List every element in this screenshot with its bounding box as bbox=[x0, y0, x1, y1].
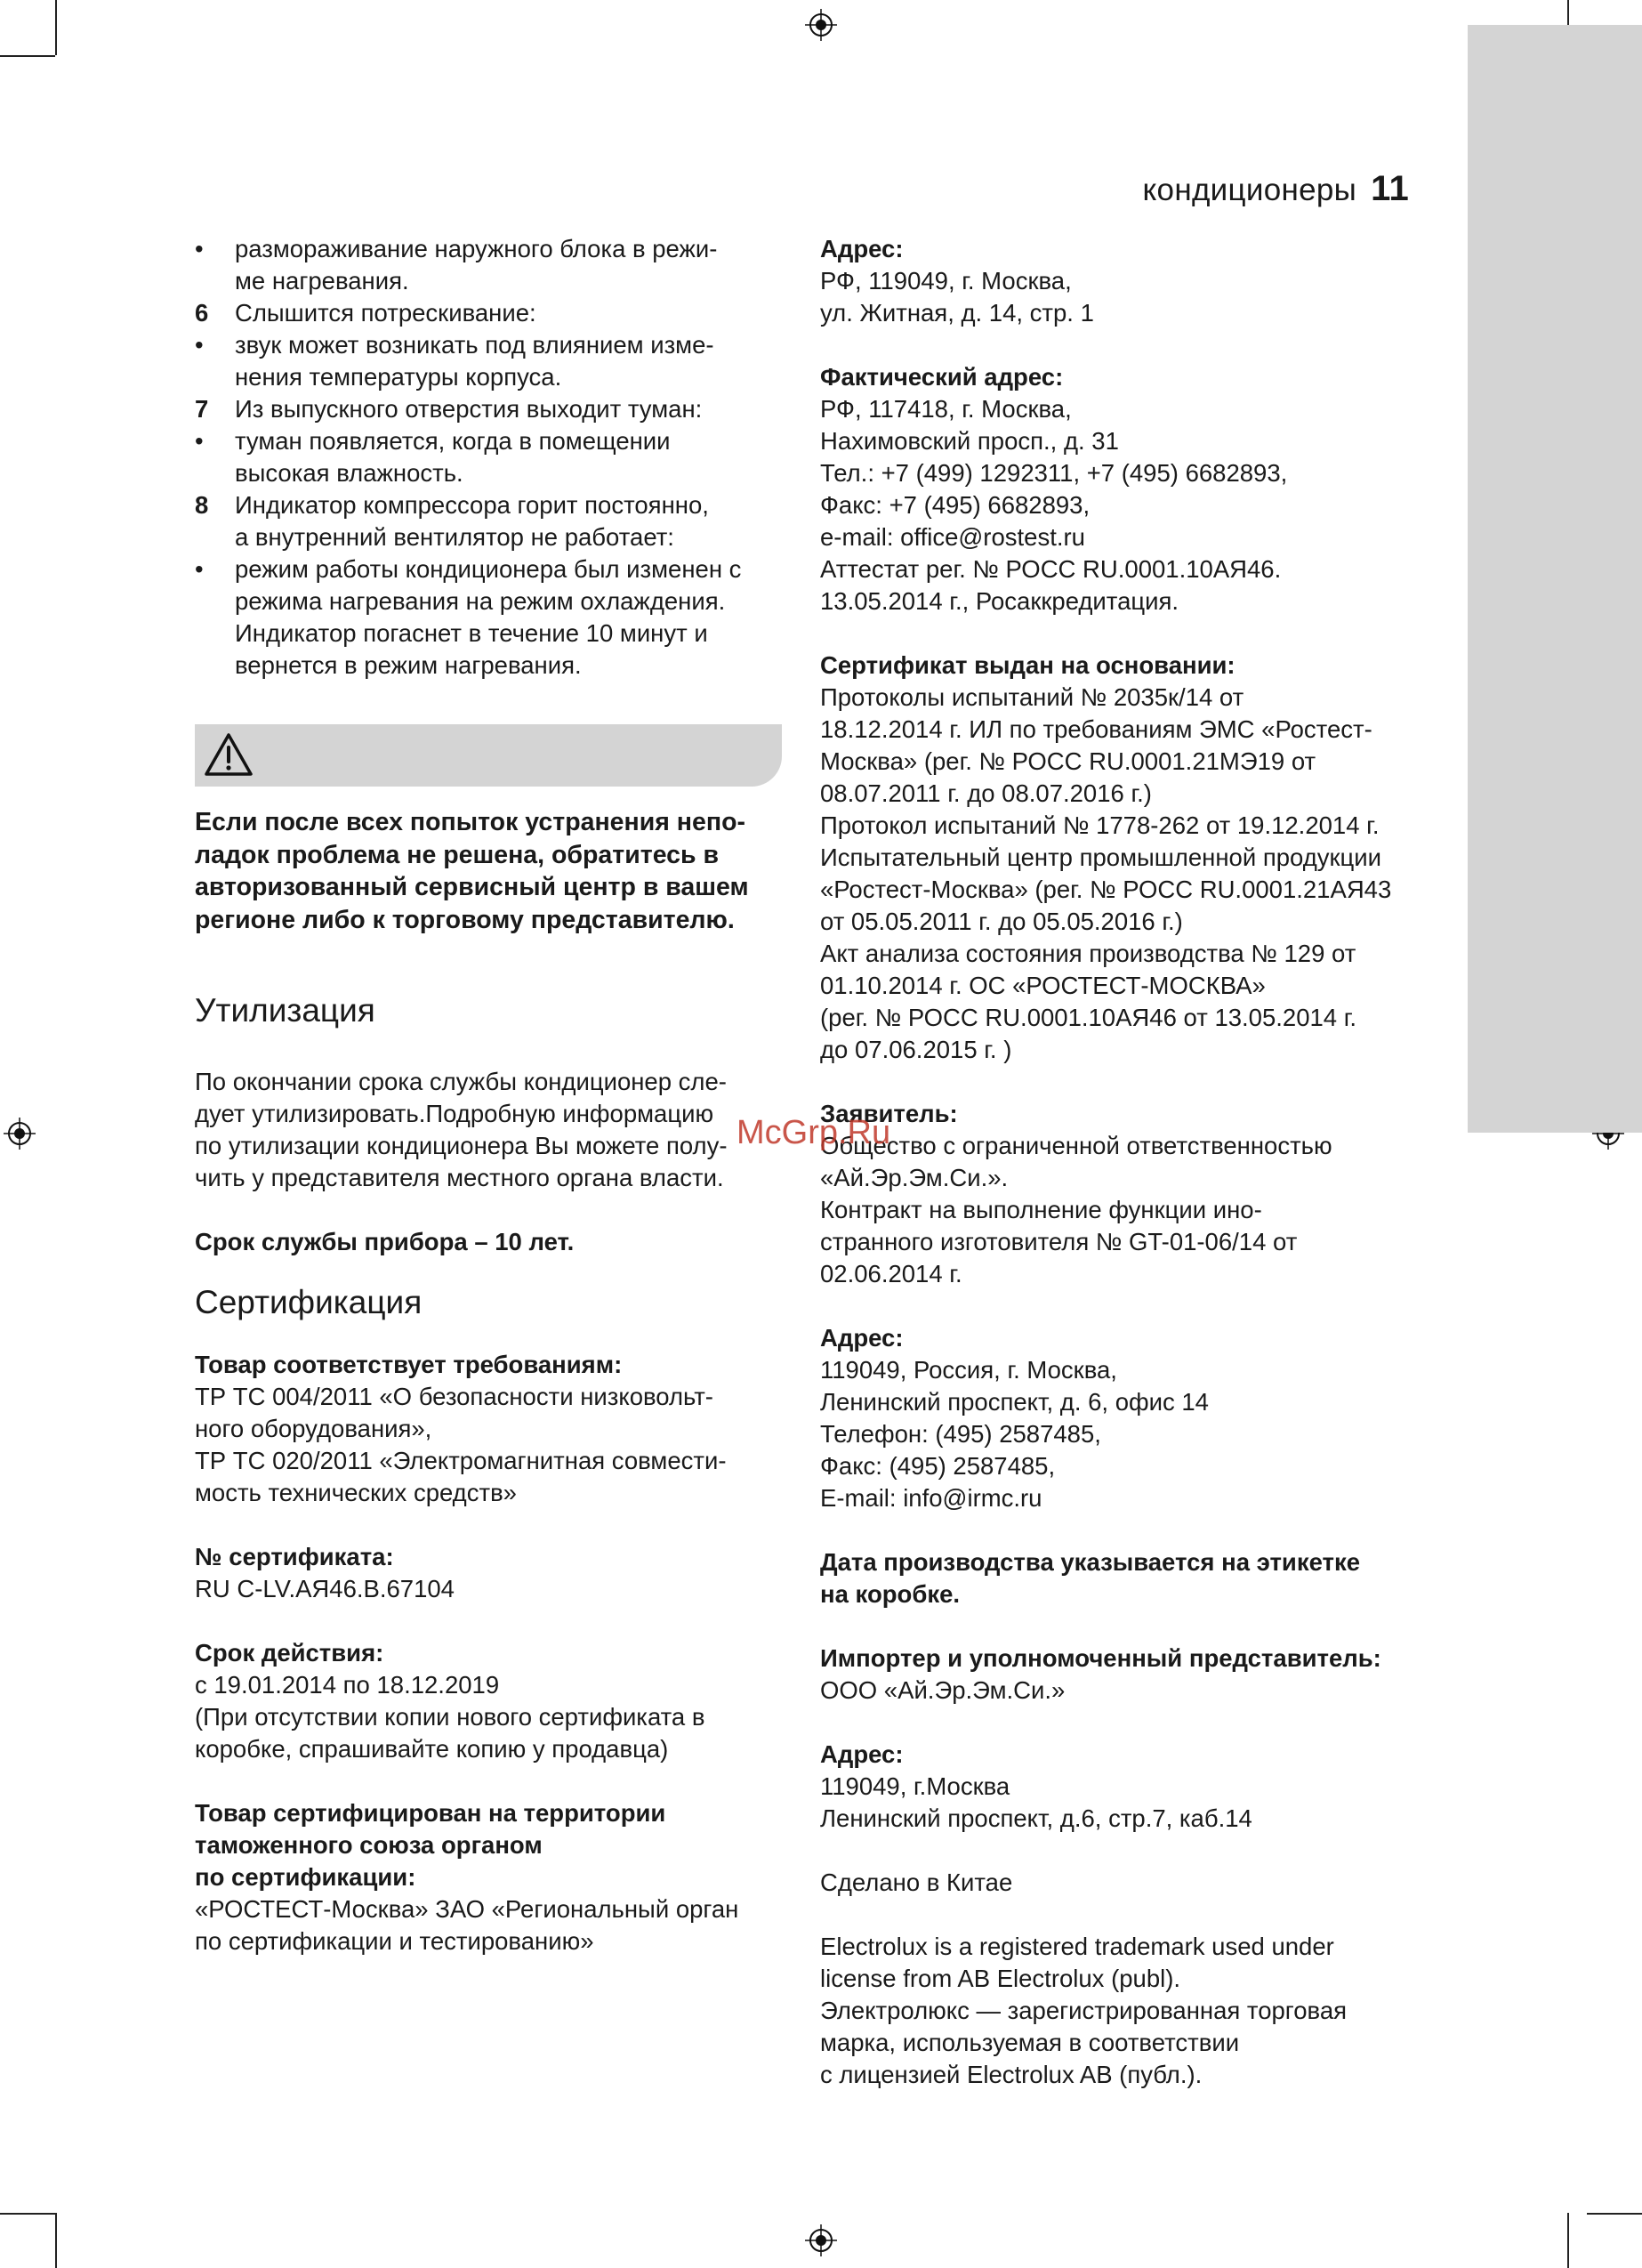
registration-mark-icon bbox=[4, 1118, 36, 1150]
registration-mark-icon bbox=[805, 2224, 837, 2256]
text-line: Electrolux is a registered trademark used under bbox=[820, 1933, 1334, 1960]
crop-mark bbox=[55, 0, 57, 55]
text-line: license from AB Electrolux (publ). bbox=[820, 1965, 1181, 1992]
bullet-item bbox=[195, 425, 782, 489]
actual-address-label: Фактический адрес: bbox=[820, 363, 1064, 391]
warning-triangle-icon bbox=[204, 731, 254, 778]
address-block bbox=[820, 1322, 1425, 1514]
text-line: 13.05.2014 г., Росаккредитация. bbox=[820, 587, 1179, 615]
crop-mark bbox=[0, 55, 55, 57]
text-line: РФ, 117418, г. Москва, bbox=[820, 395, 1072, 423]
validity-label: Срок действия: bbox=[195, 1639, 384, 1667]
body-label: по сертификации: bbox=[195, 1863, 416, 1891]
page-number: 11 bbox=[1371, 169, 1409, 208]
text-line: ул. Житная, д. 14, стр. 1 bbox=[820, 299, 1094, 327]
text-line: Контракт на выполнение функции ино- bbox=[820, 1196, 1262, 1223]
cert-number-label: № сертификата: bbox=[195, 1543, 394, 1570]
item-text-line: нения температуры корпуса. bbox=[235, 363, 562, 391]
text-line: (рег. № РОСС RU.0001.10АЯ46 от 13.05.2014 г. bbox=[820, 1004, 1357, 1031]
item-text-line: размораживание наружного блока в режи- bbox=[235, 235, 718, 262]
text-line: Москва» (рег. № РОСС RU.0001.21МЭ19 от bbox=[820, 747, 1316, 775]
text-line: Факс: (495) 2587485, bbox=[820, 1452, 1056, 1480]
service-life: Срок службы прибора – 10 лет. bbox=[195, 1228, 575, 1255]
text-line: «Ростест-Москва» (рег. № РОСС RU.0001.21АЯ43 bbox=[820, 876, 1392, 903]
item-text-line: ме нагревания. bbox=[235, 267, 409, 295]
page-header bbox=[1143, 169, 1409, 209]
requirements-label: Товар соответствует требованиям: bbox=[195, 1351, 623, 1378]
section-title-certification: Сертификация bbox=[195, 1284, 423, 1320]
item-text-line: высокая влажность. bbox=[235, 459, 463, 487]
production-date-line: Дата производства указывается на этикетке bbox=[820, 1548, 1361, 1576]
numbered-item bbox=[195, 297, 782, 329]
address-block bbox=[820, 233, 1425, 329]
item-number: 7 bbox=[195, 395, 209, 423]
address-label: Адрес: bbox=[820, 1324, 904, 1352]
certificate-number-block bbox=[195, 1541, 782, 1605]
header-title: кондиционеры bbox=[1142, 173, 1357, 207]
made-in: Сделано в Китае bbox=[820, 1868, 1013, 1896]
text-line: 08.07.2011 г. до 08.07.2016 г.) bbox=[820, 779, 1152, 807]
warning-line: ладок проблема не решена, обратитесь в bbox=[195, 840, 719, 869]
text-line: 01.10.2014 г. ОС «РОСТЕСТ-МОСКВА» bbox=[820, 972, 1266, 999]
trademark-block bbox=[820, 1931, 1425, 2091]
item-number: 6 bbox=[195, 299, 209, 327]
text-line: Ленинский проспект, д. 6, офис 14 bbox=[820, 1388, 1209, 1416]
text-line: странного изготовителя № GT-01-06/14 от bbox=[820, 1228, 1298, 1255]
item-text-line: туман появляется, когда в помещении bbox=[235, 427, 671, 455]
validity-block bbox=[195, 1637, 782, 1765]
bullet-marker: • bbox=[195, 555, 204, 583]
item-text-line: Из выпускного отверстия выходит туман: bbox=[235, 395, 703, 423]
warning-line: Если после всех попыток устранения непо- bbox=[195, 808, 745, 836]
address-block bbox=[820, 1739, 1425, 1835]
text-line: Нахимовский просп., д. 31 bbox=[820, 427, 1119, 455]
crop-mark bbox=[0, 2213, 55, 2215]
basis-block bbox=[820, 650, 1425, 1066]
text-line: по сертификации и тестированию» bbox=[195, 1927, 594, 1955]
item-text-line: Слышится потрескивание: bbox=[235, 299, 536, 327]
item-text-line: Индикатор погаснет в течение 10 минут и bbox=[235, 619, 708, 647]
text-line: коробке, спрашивайте копию у продавца) bbox=[195, 1735, 669, 1763]
left-column bbox=[195, 233, 782, 1957]
text-line: e-mail: office@rostest.ru bbox=[820, 523, 1085, 551]
certification-body-block bbox=[195, 1797, 782, 1957]
text-line: до 07.06.2015 г. ) bbox=[820, 1036, 1012, 1063]
bullet-marker: • bbox=[195, 235, 204, 262]
text-line: от 05.05.2011 г. до 05.05.2016 г.) bbox=[820, 908, 1183, 935]
text-line: Протокол испытаний № 1778-262 от 19.12.2014 г. bbox=[820, 811, 1380, 839]
production-date-line: на коробке. bbox=[820, 1580, 961, 1608]
text-line: (При отсутствии копии нового сертификата в bbox=[195, 1703, 705, 1731]
text-line: марка, используемая в соответствии bbox=[820, 2029, 1240, 2056]
requirements-block bbox=[195, 1349, 782, 1509]
text-line: ного оборудования», bbox=[195, 1415, 432, 1442]
watermark: McGrp.Ru bbox=[736, 1114, 891, 1151]
text-line: мость технических средств» bbox=[195, 1479, 517, 1506]
bullet-item bbox=[195, 329, 782, 393]
text-line: дует утилизировать.Подробную информацию bbox=[195, 1100, 714, 1127]
item-text-line: звук может возникать под влиянием изме- bbox=[235, 331, 714, 359]
applicant-block bbox=[820, 1098, 1425, 1290]
chapter-side-tab bbox=[1468, 25, 1642, 1133]
bullet-marker: • bbox=[195, 331, 204, 359]
warning-banner bbox=[195, 724, 782, 787]
text-line: чить у представителя местного органа власти. bbox=[195, 1164, 724, 1191]
production-date-block bbox=[820, 1546, 1425, 1610]
item-number: 8 bbox=[195, 491, 209, 519]
text-line: с лицензией Electrolux AB (публ.). bbox=[820, 2061, 1203, 2088]
text-line: 119049, г.Москва bbox=[820, 1772, 1010, 1800]
text-line: по утилизации кондиционера Вы можете полу- bbox=[195, 1132, 728, 1159]
item-text-line: вернется в режим нагревания. bbox=[235, 651, 582, 679]
crop-mark bbox=[55, 2213, 57, 2268]
text-line: 119049, Россия, г. Москва, bbox=[820, 1356, 1117, 1384]
warning-line: авторизованный сервисный центр в вашем bbox=[195, 873, 749, 901]
numbered-item bbox=[195, 393, 782, 425]
item-text-line: Индикатор компрессора горит постоянно, bbox=[235, 491, 709, 519]
warning-line: регионе либо к торговому представителю. bbox=[195, 905, 735, 934]
warning-text bbox=[195, 806, 782, 936]
text-line: с 19.01.2014 по 18.12.2019 bbox=[195, 1671, 500, 1699]
crop-mark bbox=[1587, 2213, 1642, 2215]
bullet-item bbox=[195, 553, 782, 682]
text-line: Факс: +7 (495) 6682893, bbox=[820, 491, 1091, 519]
item-text-line: а внутренний вентилятор не работает: bbox=[235, 523, 674, 551]
importer-block bbox=[820, 1642, 1425, 1707]
item-text-line: режим работы кондиционера был изменен с bbox=[235, 555, 742, 583]
troubleshooting-list bbox=[195, 233, 782, 682]
registration-mark-icon bbox=[805, 9, 837, 41]
item-text-line: режима нагревания на режим охлаждения. bbox=[235, 587, 726, 615]
text-line: «РОСТЕСТ-Москва» ЗАО «Региональный орган bbox=[195, 1895, 739, 1923]
disposal-paragraph bbox=[195, 1066, 782, 1194]
text-line: Телефон: (495) 2587485, bbox=[820, 1420, 1101, 1448]
section-title-disposal: Утилизация bbox=[195, 992, 375, 1029]
bullet-marker: • bbox=[195, 427, 204, 455]
text-line: Акт анализа состояния производства № 129 от bbox=[820, 940, 1356, 967]
text-line: Общество с ограниченной ответственностью bbox=[820, 1132, 1332, 1159]
body-label: Товар сертифицирован на территории bbox=[195, 1799, 666, 1827]
text-line: ТР ТС 020/2011 «Электромагнитная совмести- bbox=[195, 1447, 727, 1474]
cert-number: RU C-LV.АЯ46.В.67104 bbox=[195, 1575, 455, 1602]
text-line: Протоколы испытаний № 2035к/14 от bbox=[820, 683, 1244, 711]
actual-address-block bbox=[820, 361, 1425, 617]
text-line: 02.06.2014 г. bbox=[820, 1260, 962, 1287]
text-line: Испытательный центр промышленной продукции bbox=[820, 843, 1381, 871]
address-label: Адрес: bbox=[820, 1740, 904, 1768]
text-line: Тел.: +7 (499) 1292311, +7 (495) 6682893, bbox=[820, 459, 1288, 487]
text-line: E-mail: info@irmc.ru bbox=[820, 1484, 1042, 1512]
text-line: По окончании срока службы кондиционер сле- bbox=[195, 1068, 727, 1095]
importer-label: Импортер и уполномоченный представитель: bbox=[820, 1644, 1381, 1672]
text-line: «Ай.Эр.Эм.Си.». bbox=[820, 1164, 1009, 1191]
text-line: РФ, 119049, г. Москва, bbox=[820, 267, 1072, 295]
body-label: таможенного союза органом bbox=[195, 1831, 543, 1859]
applicant-label: Заявитель: bbox=[820, 1100, 958, 1127]
address-label: Адрес: bbox=[820, 235, 904, 262]
text-line: Электролюкс — зарегистрированная торговая bbox=[820, 1997, 1348, 2024]
importer-name: ООО «Ай.Эр.Эм.Си.» bbox=[820, 1676, 1066, 1704]
text-line: ТР ТС 004/2011 «О безопасности низковольт- bbox=[195, 1383, 713, 1410]
numbered-item bbox=[195, 489, 782, 553]
text-line: Ленинский проспект, д.6, стр.7, каб.14 bbox=[820, 1804, 1252, 1832]
crop-mark bbox=[1567, 2213, 1569, 2268]
right-column bbox=[820, 233, 1425, 2091]
text-line: Аттестат рег. № РОСС RU.0001.10АЯ46. bbox=[820, 555, 1282, 583]
text-line: 18.12.2014 г. ИЛ по требованиям ЭМС «Ростест- bbox=[820, 715, 1372, 743]
basis-label: Сертификат выдан на основании: bbox=[820, 651, 1236, 679]
bullet-item bbox=[195, 233, 782, 297]
